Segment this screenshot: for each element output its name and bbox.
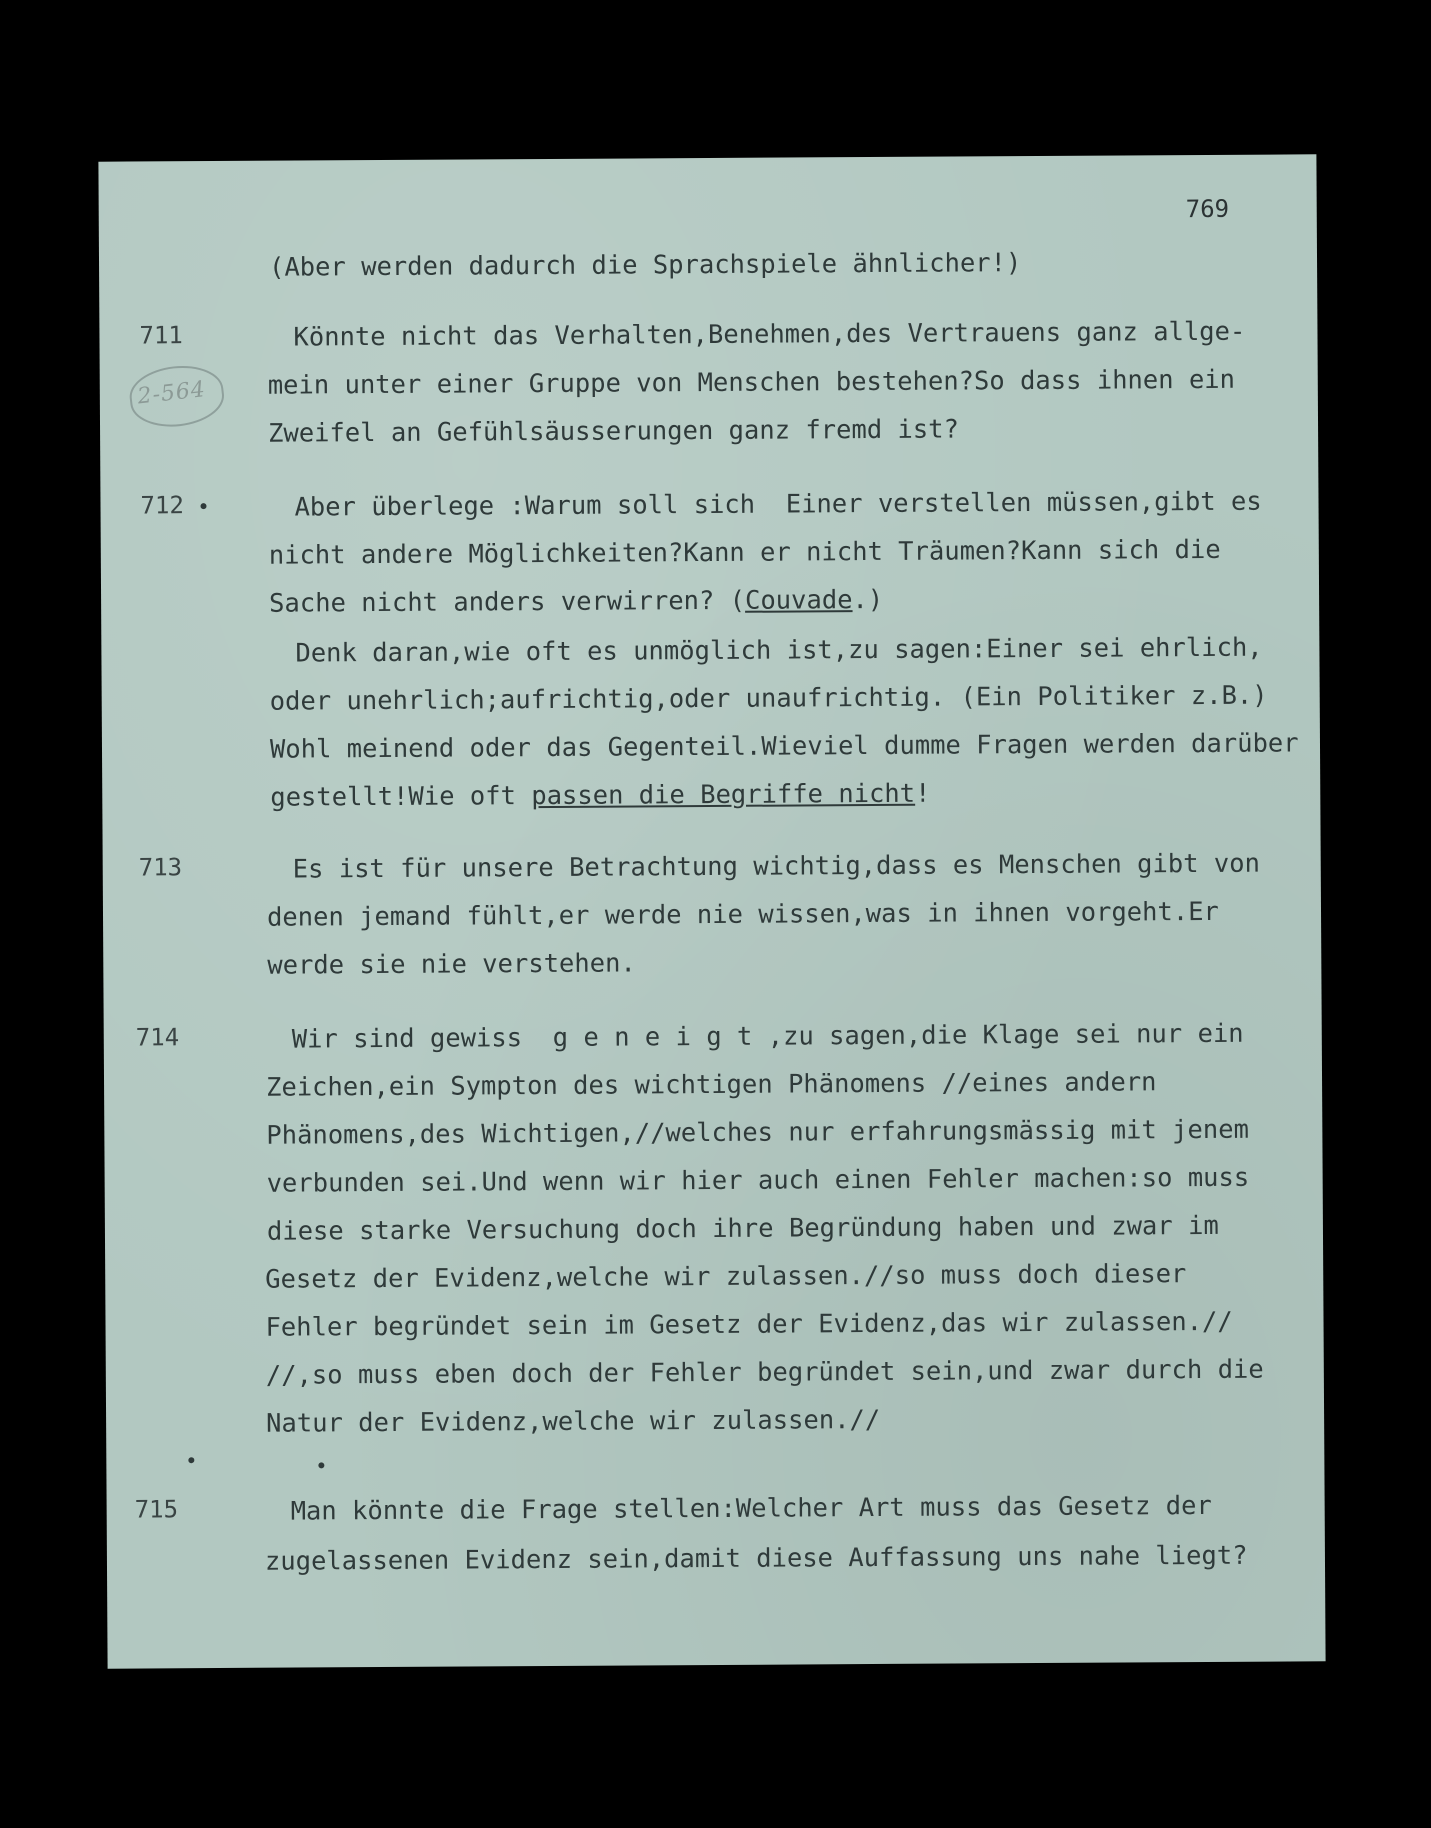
text-line: oder unehrlich;aufrichtig,oder unaufrichtig. (Ein Politiker z.B.) (269, 680, 1268, 717)
text-line: nicht andere Möglichkeiten?Kann er nicht Träumen?Kann sich die (268, 534, 1221, 571)
text-line: denen jemand fühlt,er werde nie wissen,was in ihnen vorgeht.Er (266, 896, 1219, 933)
text-line: zugelassenen Evidenz sein,damit diese Auffassung uns nahe liegt? (264, 1540, 1248, 1577)
text-line: Wohl meinend oder das Gegenteil.Wieviel dumme Fragen werden darüber (269, 728, 1299, 765)
bracket-open: ( (729, 585, 746, 616)
underlined-phrase: passen die Begriffe nicht (531, 778, 916, 812)
section-number-711: 711 (139, 321, 183, 350)
text-line: Zeichen,ein Sympton des wichtigen Phänomens //eines andern (265, 1067, 1157, 1103)
margin-dot (318, 1462, 324, 1468)
text-line: Wir sind gewiss g e n e i g t ,zu sagen,die Klage sei nur ein (291, 1018, 1244, 1055)
text-line: verbunden sei.Und wenn wir hier auch einen Fehler machen:so muss (266, 1162, 1250, 1199)
bracket-close: .) (852, 584, 884, 616)
intro-line: (Aber werden dadurch die Sprachspiele ähnlicher!) (268, 248, 1022, 283)
text-line: //,so muss eben doch der Fehler begründet sein,und zwar durch die (265, 1354, 1264, 1391)
text-segment: gestellt!Wie oft (270, 781, 532, 813)
section-number-712: 712 (140, 491, 184, 520)
text-line: Man könnte die Frage stellen:Welcher Art muss das Gesetz der (290, 1490, 1212, 1527)
stamp-mark: 2-564 (136, 377, 208, 410)
text-line: diese starke Versuchung doch ihre Begründung haben und zwar im (266, 1210, 1219, 1247)
text-line: Fehler begründet sein im Gesetz der Evidenz,das wir zulassen.// (265, 1306, 1233, 1343)
margin-dot (188, 1457, 194, 1463)
archive-stamp (127, 361, 227, 431)
underlined-word: Couvade (744, 585, 853, 616)
text-line: Zweifel an Gefühlsäusserungen ganz fremd ist? (267, 414, 960, 449)
text-line: Gesetz der Evidenz,welche wir zulassen.//so muss doch dieser (265, 1259, 1187, 1295)
text-line: Es ist für unsere Betrachtung wichtig,dass es Menschen gibt von (292, 848, 1261, 885)
section-number-715: 715 (134, 1495, 179, 1524)
text-line: Phänomens,des Wichtigen,//welches nur erfahrungsmässig mit jenem (266, 1114, 1249, 1151)
text-segment: Sache nicht anders verwirren? (269, 585, 730, 619)
typescript-page (98, 154, 1325, 1668)
text-line: Aber überlege :Warum soll sich Einer verstellen müssen,gibt es (294, 486, 1262, 523)
text-line: Denk daran,wie oft es unmöglich ist,zu sagen:Einer sei ehrlich, (295, 632, 1263, 669)
margin-dot (200, 503, 206, 509)
text-line-with-underline (270, 779, 930, 813)
line-end: ! (915, 778, 931, 809)
page-number: 769 (1185, 194, 1230, 224)
text-line: werde sie nie verstehen. (267, 948, 636, 981)
section-number-713: 713 (138, 853, 183, 882)
text-line: mein unter einer Gruppe von Menschen bestehen?So dass ihnen ein (267, 364, 1236, 401)
text-line: Könnte nicht das Verhalten,Benehmen,des Vertrauens ganz allge- (293, 316, 1246, 353)
text-line-with-underline (269, 585, 883, 619)
section-number-714: 714 (135, 1023, 180, 1052)
text-line: Natur der Evidenz,welche wir zulassen.// (266, 1404, 881, 1439)
